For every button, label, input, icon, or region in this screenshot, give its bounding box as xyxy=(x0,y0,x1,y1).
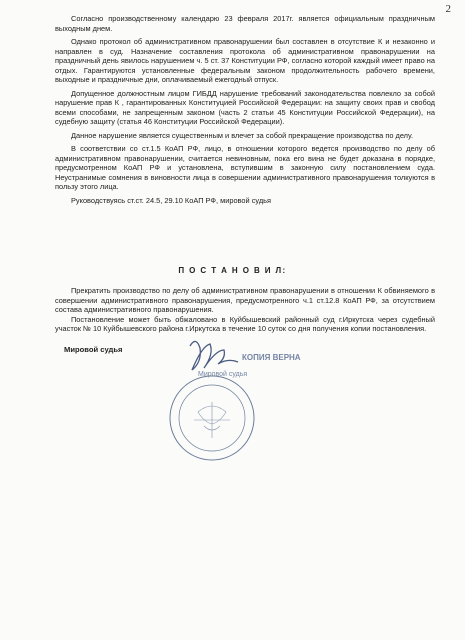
copy-mark-judge: Мировой судья xyxy=(198,371,248,378)
paragraph-protocol: Однако протокол об административном правонарушении был составлен в отсутствие К и незаконно и направлен в суд. Назначение составления протокола об административном правонарушении на праздничный день явилось нарушением ч. 5 ст. 37 Конституции РФ, согласно которой каждый имеет право на отдых. Гарантируются установленные федеральным законом продолжительность рабочего времени, выходные и праздничные дни, оплачиваемый ежегодный отпуск. xyxy=(55,37,435,84)
paragraph-violation: Допущенное должностным лицом ГИБДД нарушение требований законодательства повлекло за собой нарушение прав К , гарантированных Конституцией Российской Федерации: на защиту своих прав и свобод всеми способами, не запрещенным законом (часть 2 статьи 45 Конституции Российской Федерации), на судебную защиту (статья 46 Конституции Российской Федерации). xyxy=(55,88,435,126)
judge-label: Мировой судья xyxy=(64,345,123,354)
paragraph-guided-by: Руководствуясь ст.ст. 24.5, 29.10 КоАП РФ, мировой судья xyxy=(71,195,272,205)
paragraph-presumption: В соответствии со ст.1.5 КоАП РФ, лицо, в отношении которого ведется производство по делу об административном правонарушении, считается невиновным, пока его вина не будет доказана в порядке, предусмотренном КоАП РФ и установлена, вступившим в законную силу постановлением суда. Неустранимые сомнения в виновности лица в совершении административного правонарушения толкуются в пользу этого лица. xyxy=(55,144,435,191)
seal-svg xyxy=(150,330,310,470)
paragraph-appeal: Постановление может быть обжаловано в Куйбышевский районный суд г.Иркутска через судебный участок № 10 Куйбышевского района г.Иркутска в течение 10 суток со дня получения копии постановления. xyxy=(55,314,435,333)
seal-and-signature xyxy=(150,330,310,470)
paragraph-holiday: Согласно производственному календарю 23 февраля 2017г. является официальным праздничным выходным днем. xyxy=(55,14,435,33)
document-body-top xyxy=(55,14,435,205)
signature xyxy=(190,341,238,370)
document-body-bottom xyxy=(55,286,435,334)
copy-mark: КОПИЯ ВЕРНА xyxy=(242,353,301,362)
ruling-heading: П О С Т А Н О В И Л: xyxy=(178,266,287,275)
page-number: 2 xyxy=(445,3,451,15)
paragraph-terminate-proceedings: Прекратить производство по делу об административном правонарушении в отношении К обвиняемого в совершении административного правонарушения, предусмотренного ч.1 ст.12.8 КоАП РФ, за отсутствием состава административного правонарушения. xyxy=(55,286,435,314)
paragraph-termination: Данное нарушение является существенным и влечет за собой прекращение производства по делу. xyxy=(71,130,413,140)
